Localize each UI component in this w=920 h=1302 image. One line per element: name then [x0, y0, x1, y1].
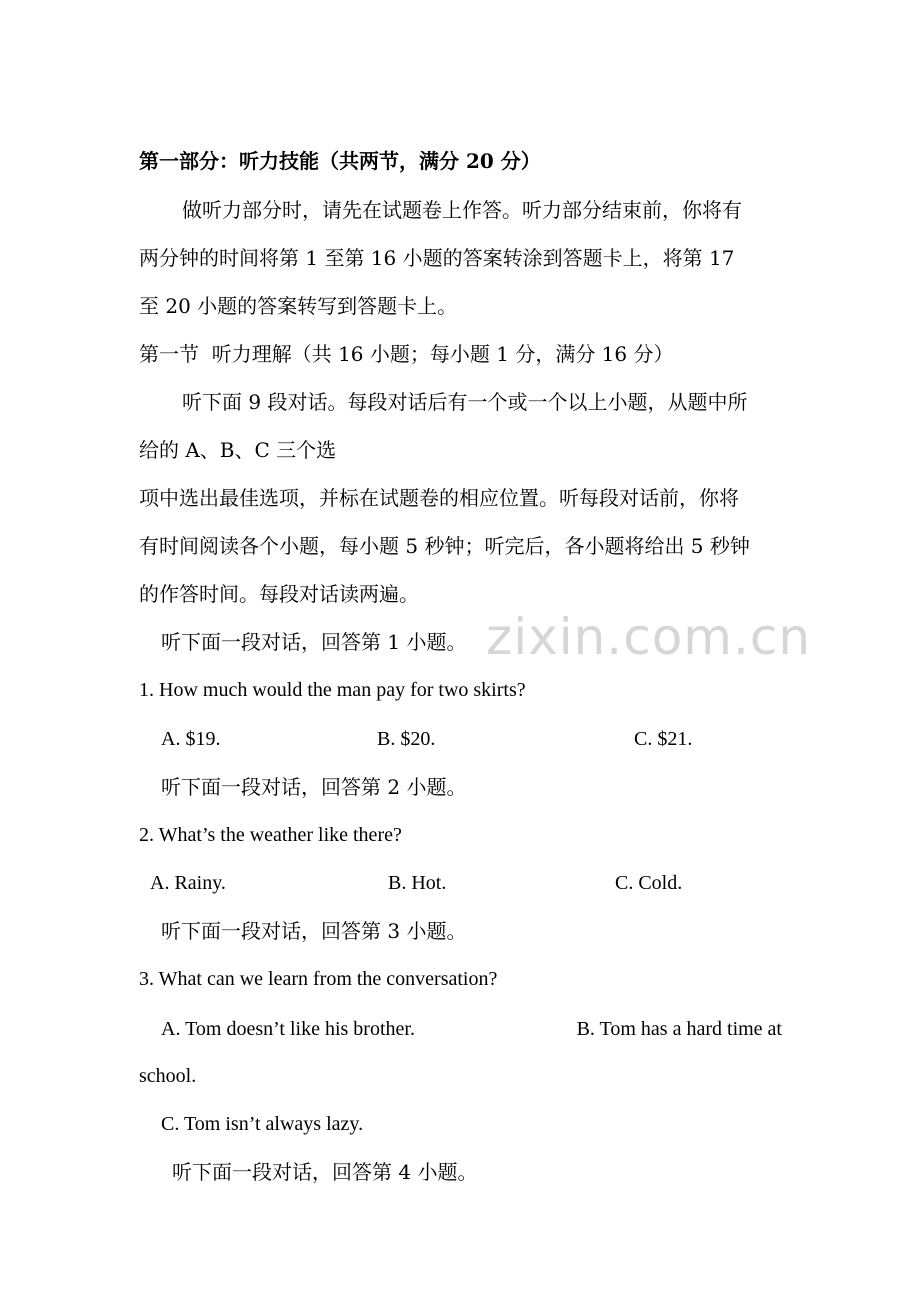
watermark: zixin.com.cn: [486, 608, 812, 666]
question-intro: 听下面一段对话，回答第 2 小题。: [161, 775, 467, 799]
option-b: B. Hot.: [388, 872, 447, 894]
option-a: A. $19.: [161, 728, 221, 750]
instruction-line-3: 至 20 小题的答案转写到答题卡上。: [139, 294, 458, 318]
directions-line-1: 听下面 9 段对话。每段对话后有一个或一个以上小题，从题中所: [182, 390, 748, 414]
directions-line-3: 项中选出最佳选项，并标在试题卷的相应位置。听每段对话前，你将: [139, 486, 739, 510]
subsection-title: 第一节 听力理解（共 16 小题；每小题 1 分，满分 16 分）: [139, 342, 674, 366]
question-text: 2. What’s the weather like there?: [139, 824, 402, 846]
section-title: 第一部分：听力技能（共两节，满分 20 分）: [139, 149, 541, 173]
question-text: 3. What can we learn from the conversation?: [139, 968, 498, 990]
options-row: [161, 1018, 782, 1041]
instruction-line-2: 两分钟的时间将第 1 至第 16 小题的答案转涂到答题卡上，将第 17: [139, 246, 735, 270]
option-b-continuation: school.: [139, 1065, 197, 1087]
instruction-line-1: 做听力部分时，请先在试题卷上作答。听力部分结束前，你将有: [182, 198, 742, 222]
directions-line-4: 有时间阅读各个小题，每小题 5 秒钟；听完后，各小题将给出 5 秒钟: [139, 534, 750, 558]
option-a: A. Tom doesn’t like his brother.: [161, 1018, 415, 1040]
question-intro: 听下面一段对话，回答第 4 小题。: [172, 1160, 478, 1184]
directions-line-5: 的作答时间。每段对话读两遍。: [139, 582, 419, 606]
option-c: C. $21.: [634, 728, 693, 750]
option-c: C. Tom isn’t always lazy.: [161, 1113, 364, 1135]
question-intro: 听下面一段对话，回答第 3 小题。: [161, 919, 467, 943]
question-intro: 听下面一段对话，回答第 1 小题。: [161, 630, 467, 654]
option-a: A. Rainy.: [150, 872, 226, 894]
question-text: 1. How much would the man pay for two skirts?: [139, 679, 526, 701]
option-c: C. Cold.: [615, 872, 683, 894]
option-b: B. $20.: [377, 728, 436, 750]
directions-line-2: 给的 A、B、C 三个选: [139, 438, 337, 462]
option-b: B. Tom has a hard time at: [576, 1018, 782, 1040]
